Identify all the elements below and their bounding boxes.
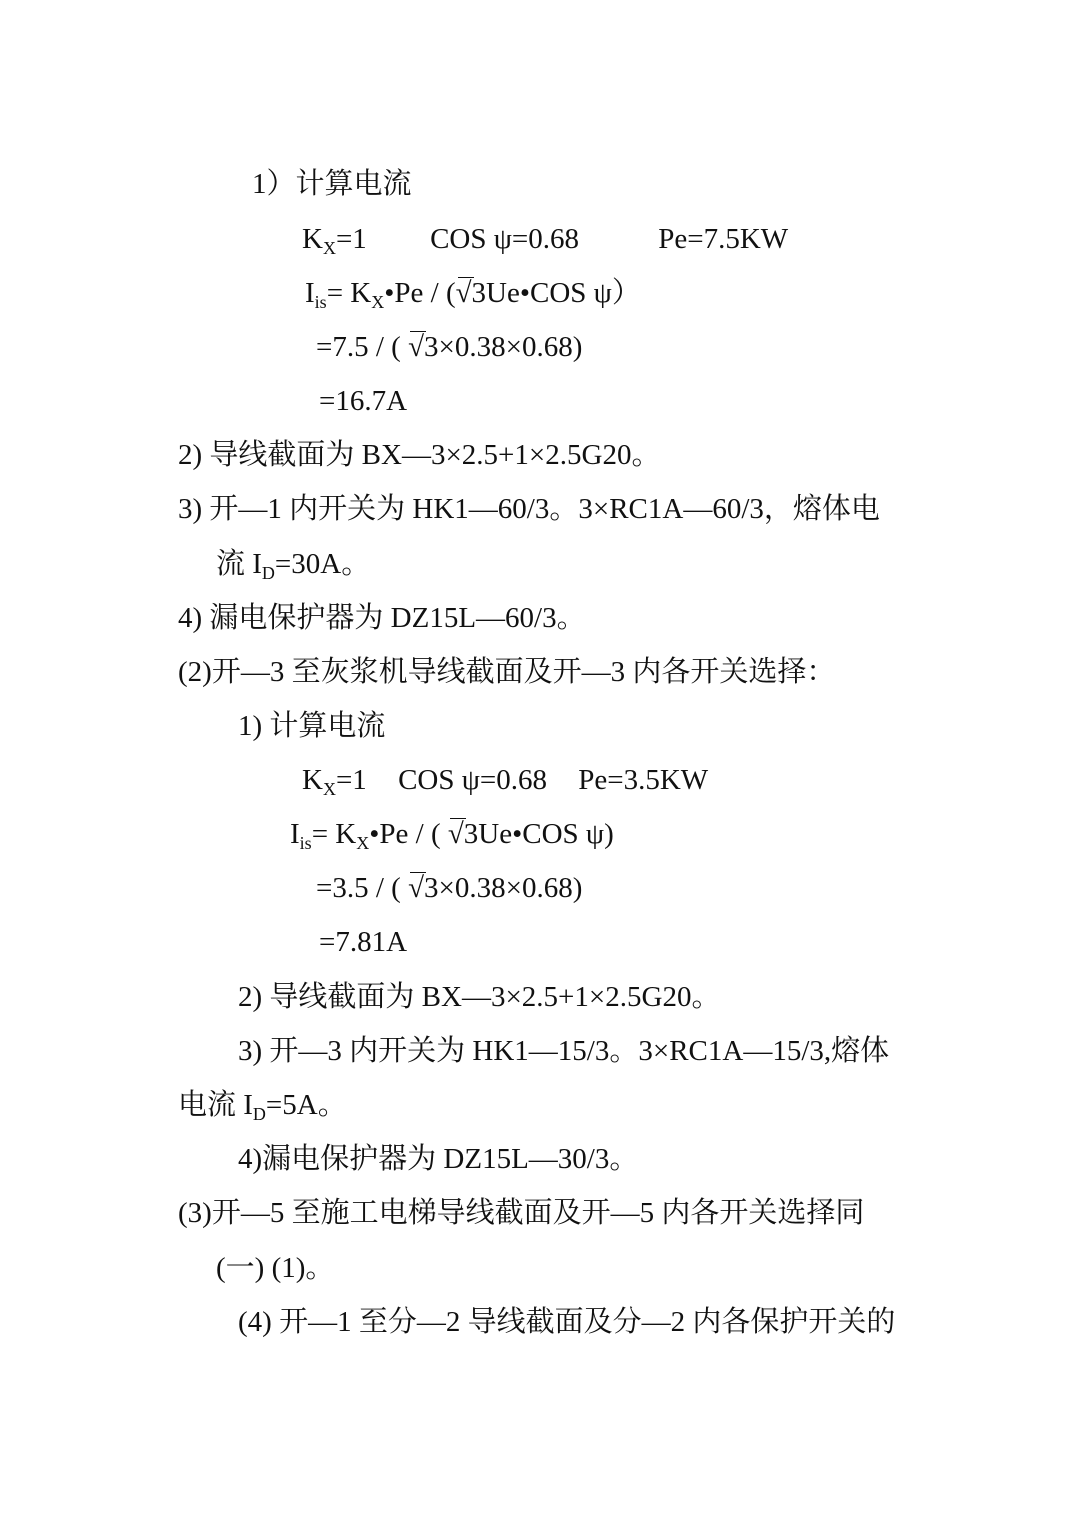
s1-item3-line1: 3) 开—1 内开关为 HK1—60/3。3×RC1A—60/3，熔体电 [178, 493, 880, 525]
s1-calc: =7.5 / ( √3×0.38×0.68) [316, 331, 583, 363]
s1-result: =16.7A [319, 385, 408, 417]
s3-title-line1: (3)开—5 至施工电梯导线截面及开—5 内各开关选择同 [178, 1197, 865, 1229]
s4-title-line1: (4) 开—1 至分—2 导线截面及分—2 内各保护开关的 [238, 1306, 896, 1338]
s2-params: $K_X=1$ COS ψ=0.68 Pe=3.5KW [302, 764, 709, 799]
s2-item3-line2: 电流 $I_D=5A$。 [178, 1089, 347, 1124]
s1-item4: 4) 漏电保护器为 DZ15L—60/3。 [178, 602, 586, 634]
sqrt-symbol: √ [455, 277, 472, 309]
s2-calc: =3.5 / ( √3×0.38×0.68) [316, 872, 583, 904]
s1-params: $K_X=1$ COS ψ=0.68 Pe=7.5KW [302, 223, 789, 258]
sqrt-symbol: √ [408, 872, 424, 904]
sqrt-symbol: √ [447, 818, 464, 850]
s3-title-line2: (一) (1)。 [216, 1252, 335, 1284]
s2-result: =7.81A [319, 926, 408, 958]
s2-item4: 4)漏电保护器为 DZ15L—30/3。 [238, 1143, 639, 1175]
s2-item2: 2) 导线截面为 BX—3×2.5+1×2.5G20。 [238, 981, 721, 1013]
sqrt-symbol: √ [408, 331, 424, 363]
s2-heading: 1) 计算电流 [238, 710, 386, 742]
s2-title: (2)开—3 至灰浆机导线截面及开—3 内各开关选择： [178, 656, 836, 688]
s1-item3-line2: 流 $I_D=30A$。 [216, 548, 371, 583]
s1-heading: 1）计算电流 [252, 168, 412, 200]
s1-item2: 2) 导线截面为 BX—3×2.5+1×2.5G20。 [178, 439, 661, 471]
s1-formula: $I_{is}=$ $K_X•Pe$ / (√3Ue•COS ψ） [305, 277, 641, 312]
s2-item3-line1: 3) 开—3 内开关为 HK1—15/3。3×RC1A—15/3,熔体 [238, 1035, 890, 1067]
s2-formula: $I_{is}=$ $K_X•Pe$ / ( √3Ue•COS ψ) [290, 818, 614, 853]
